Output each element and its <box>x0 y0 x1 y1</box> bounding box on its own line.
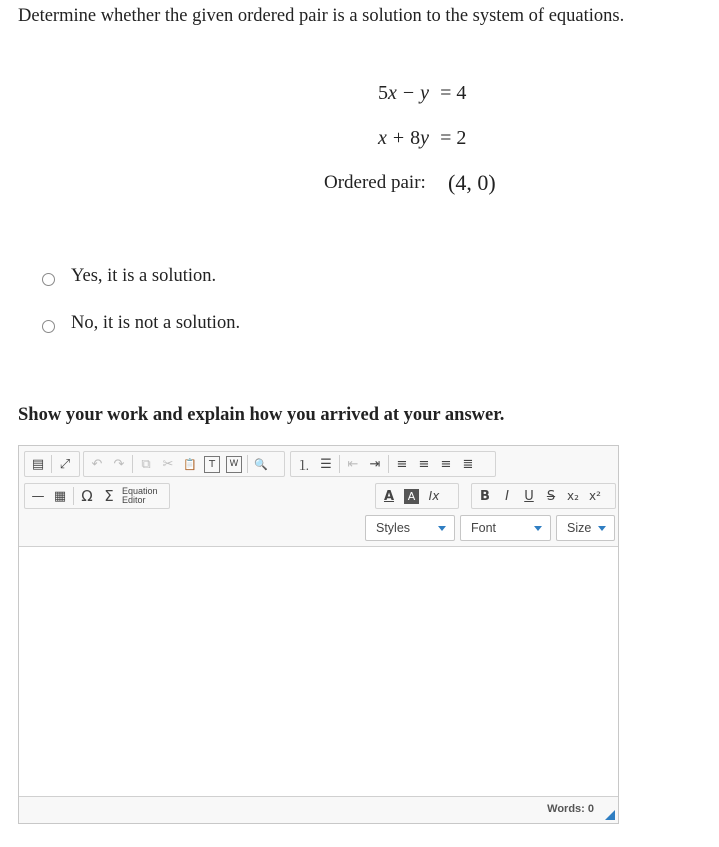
eq1-rhs: = 4 <box>440 82 467 104</box>
toolbar-group-insert <box>24 483 170 509</box>
text-color-icon[interactable]: A <box>383 488 395 504</box>
undo-icon[interactable]: ↶ <box>91 456 103 472</box>
eq2-variable-y: y <box>420 127 430 149</box>
source-icon[interactable]: ▤ <box>31 456 45 472</box>
equation-1 <box>378 82 466 105</box>
chevron-down-icon <box>534 526 542 531</box>
chevron-down-icon <box>438 526 446 531</box>
subscript-icon[interactable]: x₂ <box>567 489 579 503</box>
toolbar-separator <box>73 487 74 505</box>
special-character-icon[interactable]: Ω <box>81 487 93 505</box>
indent-icon[interactable]: ⇥ <box>369 456 381 472</box>
remove-format-icon[interactable]: Ix <box>428 489 440 503</box>
redo-icon[interactable]: ↷ <box>113 456 125 472</box>
paste-icon[interactable]: 📋 <box>183 457 197 471</box>
eq2-operator: + <box>392 127 405 149</box>
horizontal-rule-icon[interactable]: — <box>31 488 45 504</box>
maximize-icon[interactable]: ⤢ <box>59 456 71 472</box>
question-prompt: Determine whether the given ordered pair is a solution to the system of equations. <box>18 6 625 26</box>
copy-icon[interactable]: ⧉ <box>141 456 151 472</box>
find-icon[interactable]: 🔍 <box>254 457 268 471</box>
eq1-variable-y: y <box>420 82 430 104</box>
bulleted-list-icon[interactable]: ☰ <box>320 456 332 472</box>
paste-word-icon[interactable]: W <box>226 456 242 473</box>
toolbar-separator <box>339 455 340 473</box>
toolbar-group-clipboard <box>83 451 285 477</box>
superscript-icon[interactable]: x² <box>589 489 601 503</box>
radio-yes[interactable] <box>42 273 55 286</box>
sigma-icon[interactable]: Σ <box>104 487 114 505</box>
show-work-prompt: Show your work and explain how you arrived at your answer. <box>18 405 505 425</box>
equation-editor-label-1: Equation <box>122 486 158 496</box>
font-dropdown-label: Font <box>471 521 497 535</box>
background-color-icon[interactable]: A <box>404 489 419 504</box>
ordered-pair-label: Ordered pair: <box>324 172 426 193</box>
underline-icon[interactable]: U <box>524 488 534 504</box>
editor-footer <box>19 796 618 823</box>
option-yes[interactable] <box>42 266 216 287</box>
toolbar-group-colors <box>375 483 459 509</box>
eq1-operator: − <box>402 82 415 104</box>
numbered-list-icon[interactable]: ⒈ <box>297 458 311 474</box>
eq2-coefficient: 8 <box>410 127 421 149</box>
editor-toolbar <box>19 446 618 547</box>
word-count: Words: 0 <box>547 803 594 815</box>
equation-2 <box>378 127 466 150</box>
option-no-label[interactable]: No, it is not a solution. <box>71 313 241 333</box>
styles-dropdown[interactable] <box>365 515 455 541</box>
ordered-pair-value: (4, 0) <box>448 170 496 195</box>
align-left-icon[interactable]: ≡ <box>396 456 408 472</box>
eq1-variable-x: x <box>388 82 397 104</box>
paste-text-icon[interactable]: T <box>204 456 220 473</box>
eq2-rhs: = 2 <box>440 127 467 149</box>
toolbar-group-paragraph <box>290 451 496 477</box>
toolbar-separator <box>247 455 248 473</box>
align-center-icon[interactable]: ≡ <box>418 456 430 472</box>
justify-icon[interactable]: ≣ <box>462 456 474 472</box>
styles-dropdown-label: Styles <box>376 521 411 535</box>
toolbar-separator <box>132 455 133 473</box>
eq1-coefficient: 5 <box>378 82 388 104</box>
outdent-icon[interactable]: ⇤ <box>347 456 359 472</box>
radio-no[interactable] <box>42 320 55 333</box>
toolbar-separator <box>51 455 52 473</box>
equation-editor-label-2: Editor <box>122 495 146 505</box>
equation-editor-button[interactable] <box>122 487 158 505</box>
size-dropdown[interactable] <box>556 515 615 541</box>
font-dropdown[interactable] <box>460 515 551 541</box>
toolbar-group-document <box>24 451 80 477</box>
option-yes-label[interactable]: Yes, it is a solution. <box>71 266 217 286</box>
eq2-variable-x: x <box>378 127 387 149</box>
toolbar-group-basicstyles <box>471 483 616 509</box>
chevron-down-icon <box>598 526 606 531</box>
size-dropdown-label: Size <box>567 521 592 535</box>
bold-icon[interactable]: B <box>480 488 490 504</box>
toolbar-separator <box>388 455 389 473</box>
italic-icon[interactable]: I <box>505 488 509 504</box>
table-icon[interactable]: ▦ <box>53 488 67 504</box>
option-no[interactable] <box>42 313 240 334</box>
cut-icon[interactable]: ✂ <box>162 456 174 472</box>
align-right-icon[interactable]: ≡ <box>440 456 452 472</box>
resize-handle-icon[interactable] <box>605 810 615 820</box>
rich-text-editor <box>18 445 619 824</box>
editor-content-area[interactable] <box>19 547 618 798</box>
strikethrough-icon[interactable]: S <box>546 488 556 504</box>
